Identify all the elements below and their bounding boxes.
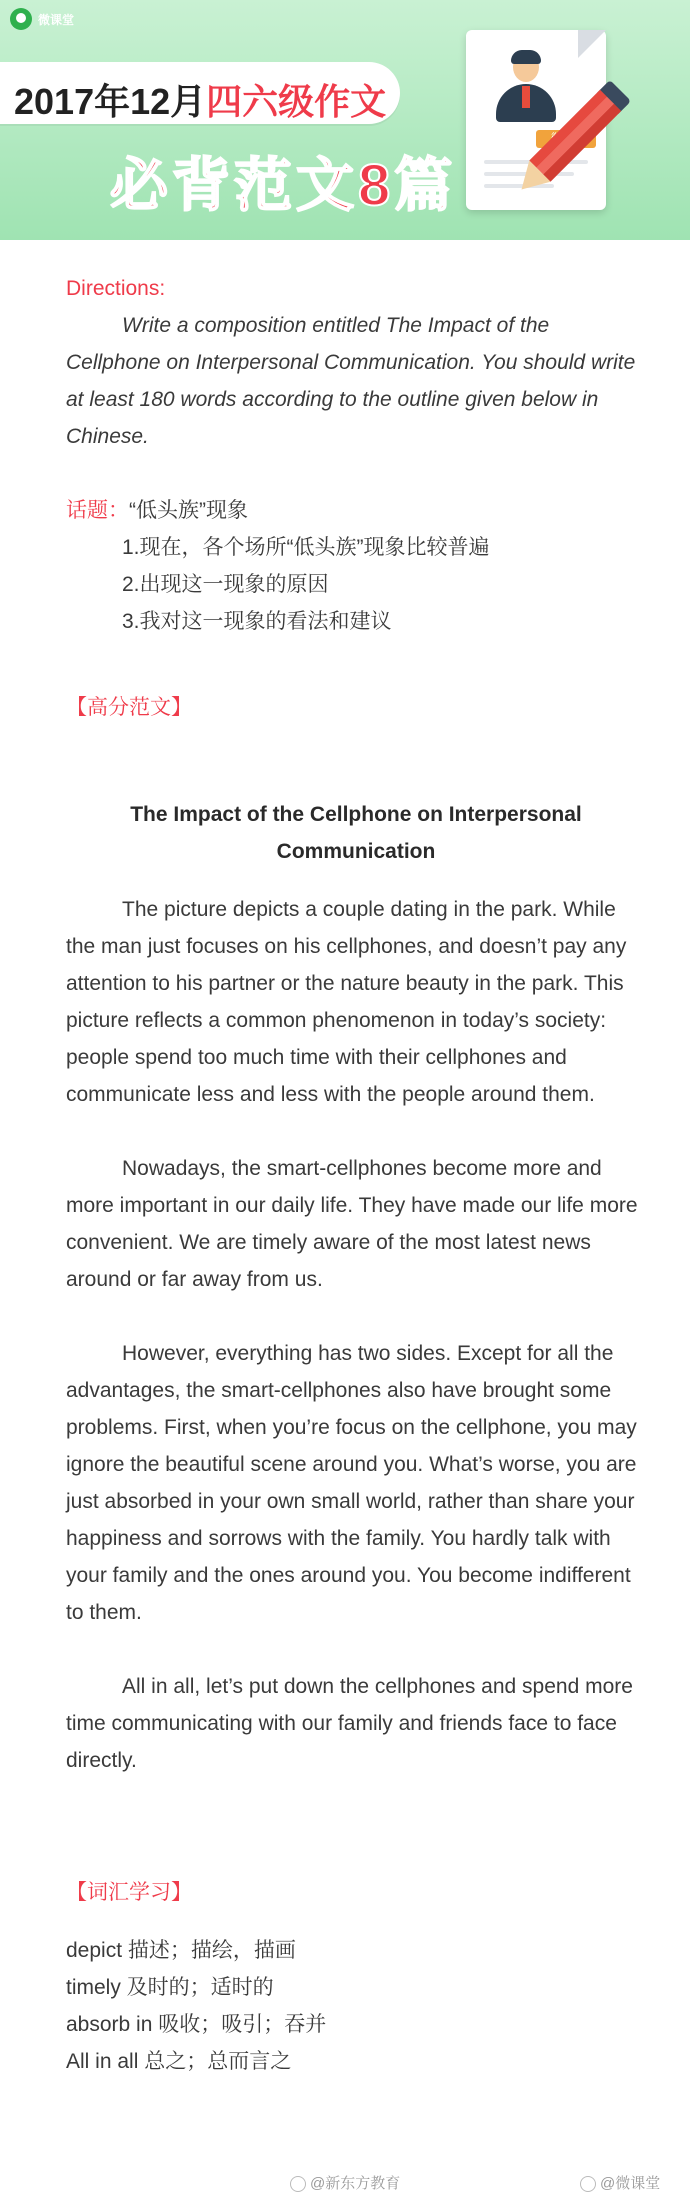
article-body bbox=[66, 270, 646, 2080]
person-icon bbox=[496, 52, 556, 122]
watermark-left: @新东方教育 bbox=[290, 2172, 400, 2193]
logo bbox=[10, 8, 74, 30]
topic-item: 2.出现这一现象的原因 bbox=[122, 573, 329, 596]
vocab-item: absorb in 吸收；吸引；吞并 bbox=[66, 2013, 327, 2036]
footer-watermarks bbox=[0, 2168, 690, 2208]
essay-paragraph: All in all, let’s put down the cellphones and spend more time communicating with our family and friends face to face directly. bbox=[66, 1675, 633, 1772]
watermark-right: @微课堂 bbox=[580, 2172, 660, 2193]
vocab-item: All in all 总之；总而言之 bbox=[66, 2050, 292, 2073]
essay-title: The Impact of the Cellphone on Interpersonal Communication bbox=[130, 803, 582, 863]
vocab-section-label: 【词汇学习】 bbox=[66, 1881, 192, 1904]
topic-title: “低头族”现象 bbox=[129, 499, 248, 522]
topic-line bbox=[66, 492, 646, 529]
header-title-line1 bbox=[14, 74, 386, 125]
weibo-icon bbox=[580, 2176, 596, 2192]
topic-item: 3.我对这一现象的看法和建议 bbox=[122, 610, 392, 633]
vocab-item: depict 描述；描绘，描画 bbox=[66, 1939, 296, 1962]
topic-label: 话题： bbox=[66, 499, 129, 522]
header-title-main: 必背范文8篇 bbox=[110, 153, 457, 218]
topic-item: 1.现在，各个场所“低头族”现象比较普遍 bbox=[122, 536, 490, 559]
essay-section-label: 【高分范文】 bbox=[66, 696, 192, 719]
essay-paragraph: However, everything has two sides. Except for all the advantages, the smart-cellphones also have brought some problems. First, when you’re focus on the cellphone, you may ignore the beautiful scene around you. What’s worse, you are just absorbed in your own small world, rather than share your happiness and sorrows with the family. You hardly talk with your family and the ones around you. You become indifferent to them. bbox=[66, 1342, 637, 1624]
logo-text: 微课堂 bbox=[38, 12, 75, 27]
directions-label: Directions: bbox=[66, 277, 166, 300]
directions-text: Write a composition entitled The Impact of the Cellphone on Interpersonal Communication. You should write at least 180 words according to the outline given below in Chinese. bbox=[66, 314, 636, 448]
essay-paragraph: Nowadays, the smart-cellphones become more and more important in our daily life. They have made our life more convenient. We are timely aware of the most latest news around or far away from us. bbox=[66, 1157, 638, 1291]
vocab-item: timely 及时的；适时的 bbox=[66, 1976, 274, 1999]
title-prefix: 2017年12月 bbox=[14, 81, 207, 122]
title-highlight: 四六级作文 bbox=[206, 81, 387, 122]
header-banner bbox=[0, 0, 690, 240]
essay-paragraph: The picture depicts a couple dating in the park. While the man just focuses on his cellphones, and doesn’t pay any attention to his partner or the nature beauty in the park. This picture reflects a common phenomenon in today’s society: people spend too much time with their cellphones and communicate less and less with the people around them. bbox=[66, 898, 627, 1106]
logo-icon bbox=[10, 8, 32, 30]
document-fold bbox=[578, 30, 606, 58]
weibo-icon bbox=[290, 2176, 306, 2192]
